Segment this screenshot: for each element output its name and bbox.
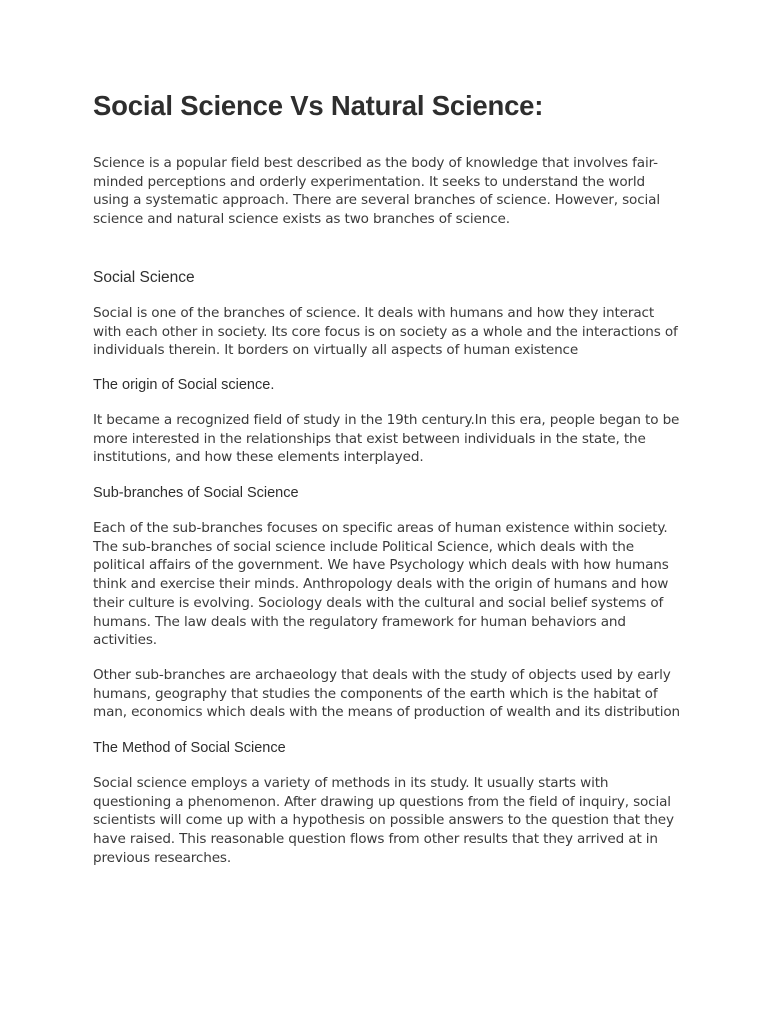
- origin-paragraph: It became a recognized field of study in the 19th century.In this era, people began to be more interested in the relationships that exist between individuals in the state, the institutions, and how these elements interplayed.: [93, 411, 680, 466]
- subheading-origin: The origin of Social science.: [93, 376, 275, 393]
- social-science-paragraph: Social is one of the branches of science. It deals with humans and how they interact with each other in society. Its core focus is on society as a whole and the interactions of individuals therein. It borders on virtually all aspects of human existence: [93, 304, 678, 359]
- sub-branches-paragraph-1: Each of the sub-branches focuses on specific areas of human existence within society. The sub-branches of social science include Political Science, which deals with the political affairs of the government. We have Psychology which deals with how humans think and exercise their minds. Anthropology deals with the origin of humans and how their culture is evolving. Sociology deals with the cultural and social belief systems of humans. The law deals with the regulatory framework for human behaviors and activities.: [93, 520, 669, 649]
- sub-branches-paragraph-2: Other sub-branches are archaeology that deals with the study of objects used by early humans, geography that studies the components of the earth which is the habitat of man, economics which deals with the means of production of wealth and its distribution: [93, 666, 680, 721]
- page-title: Social Science Vs Natural Science:: [93, 90, 544, 121]
- subheading-method: The Method of Social Science: [93, 740, 286, 757]
- subheading-sub-branches: Sub-branches of Social Science: [93, 485, 299, 502]
- method-paragraph: Social science employs a variety of methods in its study. It usually starts with questioning a phenomenon. After drawing up questions from the field of inquiry, social scientists will come up with a hypothesis on possible answers to the question that they have raised. This reasonable question flows from other results that they arrived at in previous researches.: [93, 775, 674, 866]
- document-page: [93, 86, 683, 868]
- intro-paragraph: Science is a popular field best described as the body of knowledge that involves fair-minded perceptions and orderly experimentation. It seeks to understand the world using a systematic approach. There are several branches of science. However, social science and natural science exists as two branches of science.: [93, 155, 660, 228]
- section-heading-social-science: Social Science: [93, 268, 195, 286]
